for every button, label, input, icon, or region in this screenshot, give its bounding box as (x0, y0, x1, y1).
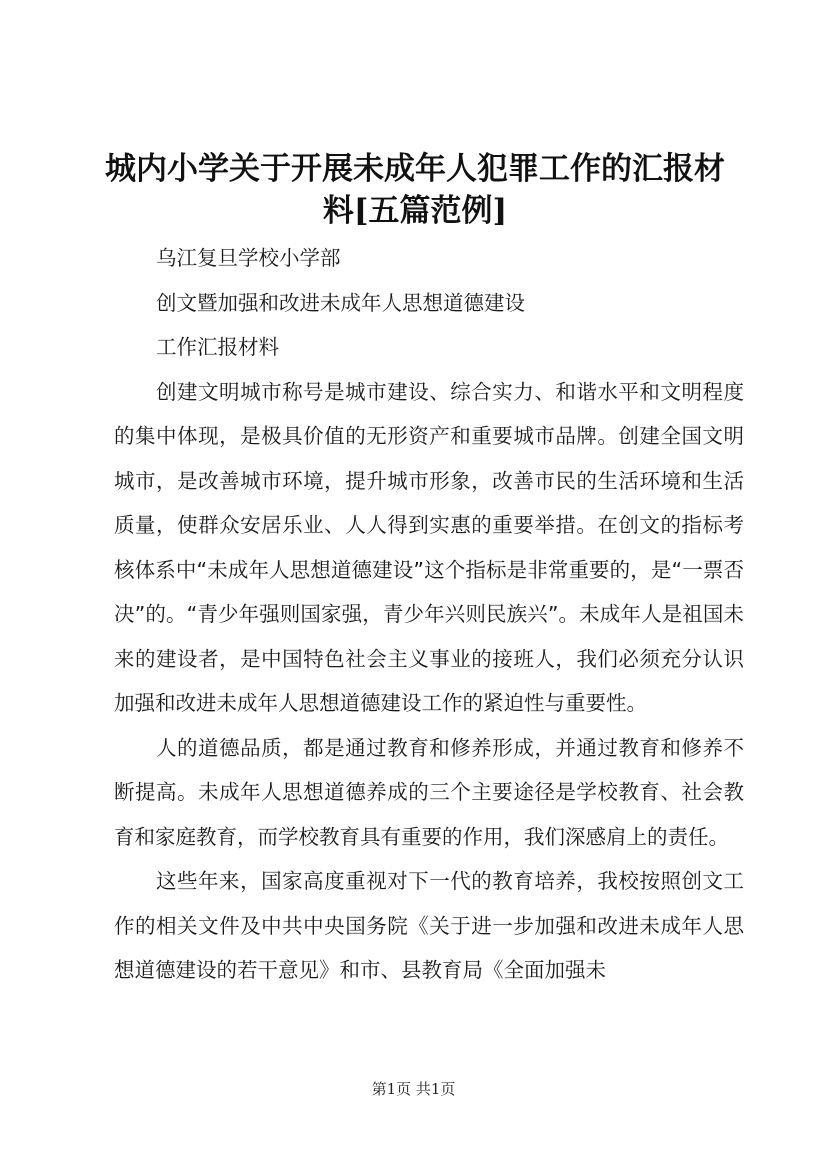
body-paragraph: 这些年来，国家高度重视对下一代的教育培养，我校按照创文工作的相关文件及中共中央国务院《关于进一步加强和改进未成年人思想道德建设的若干意见》和市、县教育局《全面加强未 (114, 869, 744, 982)
body-paragraph: 人的道德品质，都是通过教育和修养形成，并通过教育和修养不断提高。未成年人思想道德养成的三个主要途径是学校教育、社会教育和家庭教育，而学校教育具有重要的作用，我们深感肩上的责任。 (114, 735, 744, 849)
page-number-footer: 第1页 共1页 (371, 1080, 456, 1098)
subtitle-line: 创文暨加强和改进未成年人思想道德建设 (156, 290, 525, 315)
body-paragraph: 创建文明城市称号是城市建设、综合实力、和谐水平和文明程度的集中体现，是极具价值的无形资产和重要城市品牌。创建全国文明城市，是改善城市环境，提升城市形象，改善市民的生活环境和生活质量，使群众安居乐业、人人得到实惠的重要举措。在创文的指标考核体系中“未成年人思想道德建设”这个指标是非常重要的，是“一票否决”的。“青少年强则国家强，青少年兴则民族兴”。未成年人是祖国未来的建设者，是中国特色社会主义事业的接班人，我们必须充分认识加强和改进未成年人思想道德建设工作的紧迫性与重要性。 (114, 379, 744, 715)
subtitle-line-2: 工作汇报材料 (156, 335, 279, 359)
school-name-line: 乌江复旦学校小学部 (156, 246, 341, 270)
document-body (114, 236, 744, 993)
document-title: 城内小学关于开展未成年人犯罪工作的汇报材料[五篇范例] (105, 151, 725, 229)
